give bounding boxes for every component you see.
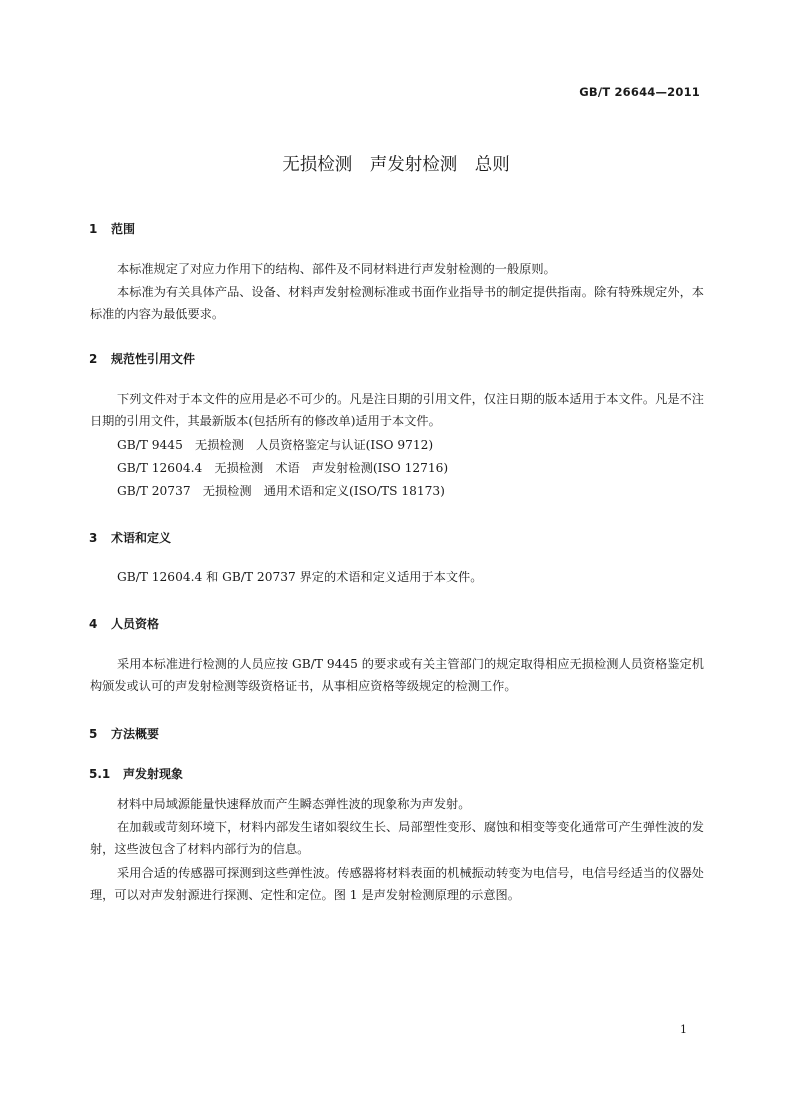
section-heading-normative-references [89,350,195,367]
section-number: 5.1 [89,767,111,781]
section-heading-terms [89,529,171,546]
paragraph: 采用合适的传感器可探测到这些弹性波。传感器将材料表面的机械振动转变为电信号，电信号经适当的仪器处理，可以对声发射源进行探测、定性和定位。图 1 是声发射检测原理的示意图。 [90,866,704,902]
section-title: 人员资格 [111,617,160,631]
section-heading-method-overview [89,725,159,742]
section-number: 4 [89,617,98,631]
section-number: 2 [89,352,98,366]
section-heading-scope [89,220,135,237]
reference-item: GB/T 20737 无损检测 通用术语和定义(ISO/TS 18173) [117,484,445,498]
section-title: 声发射现象 [123,767,184,781]
paragraph: 采用本标准进行检测的人员应按 GB/T 9445 的要求或有关主管部门的规定取得相应无损检测人员资格鉴定机构颁发或认可的声发射检测等级资格证书，从事相应资格等级规定的检测工作。 [90,657,704,693]
section-heading-personnel [89,615,159,632]
standard-number: GB/T 26644—2011 [579,85,700,99]
section-title: 术语和定义 [111,531,172,545]
section-title: 方法概要 [111,727,160,741]
reference-item: GB/T 9445 无损检测 人员资格鉴定与认证(ISO 9712) [117,438,434,452]
paragraph: 本标准为有关具体产品、设备、材料声发射检测标准或书面作业指导书的制定提供指南。除有特殊规定外，本标准的内容为最低要求。 [90,285,704,321]
page-number: 1 [680,1023,687,1036]
subsection-heading-ae-phenomenon [89,765,183,782]
paragraph: 材料中局域源能量快速释放而产生瞬态弹性波的现象称为声发射。 [117,797,471,811]
paragraph: 下列文件对于本文件的应用是必不可少的。凡是注日期的引用文件，仅注日期的版本适用于本文件。凡是不注日期的引用文件，其最新版本(包括所有的修改单)适用于本文件。 [90,392,704,428]
section-number: 3 [89,531,98,545]
reference-item: GB/T 12604.4 无损检测 术语 声发射检测(ISO 12716) [117,461,449,475]
section-number: 1 [89,222,98,236]
paragraph: GB/T 12604.4 和 GB/T 20737 界定的术语和定义适用于本文件。 [117,570,483,584]
section-number: 5 [89,727,98,741]
section-title: 规范性引用文件 [111,352,196,366]
document-title: 无损检测 声发射检测 总则 [282,155,510,175]
paragraph: 本标准规定了对应力作用下的结构、部件及不同材料进行声发射检测的一般原则。 [117,262,556,276]
paragraph: 在加载或苛刻环境下，材料内部发生诸如裂纹生长、局部塑性变形、腐蚀和相变等变化通常可产生弹性波的发射，这些波包含了材料内部行为的信息。 [90,820,704,856]
section-title: 范围 [111,222,136,236]
